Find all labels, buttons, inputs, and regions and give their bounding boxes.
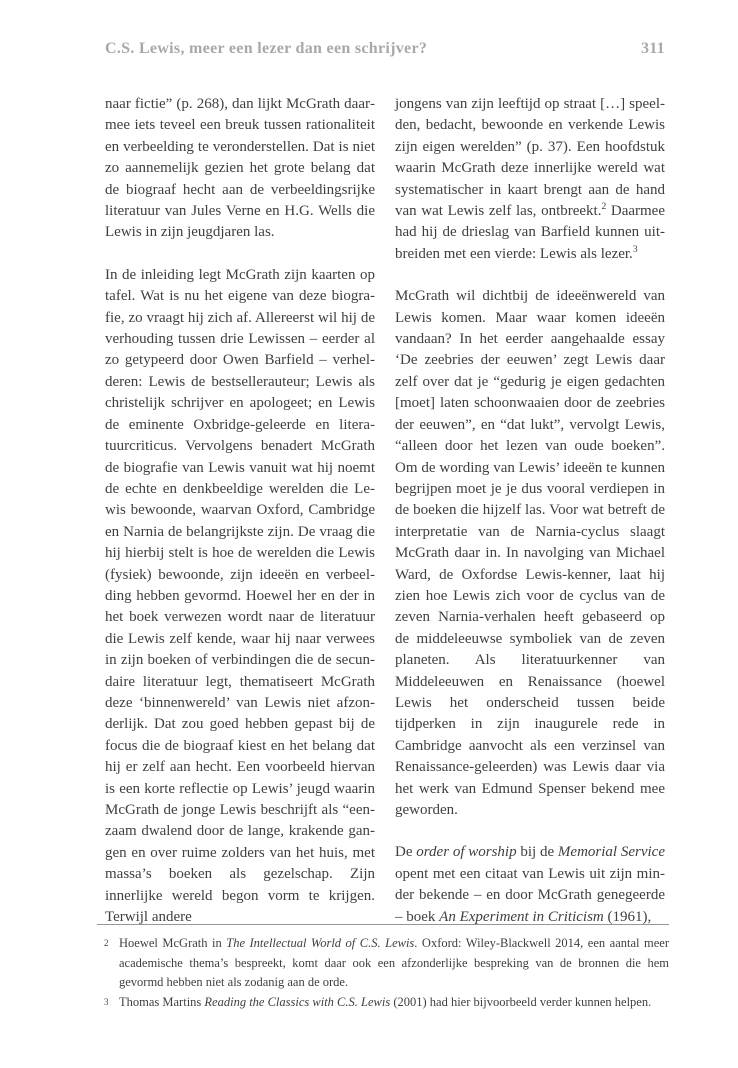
text-run: Daarmee had hij de drieslag van Barfield kunnen uitbreiden met een vierde: Lewis als lezer. <box>395 203 665 262</box>
paragraph <box>395 94 665 265</box>
italic-text: order of worship <box>416 844 517 861</box>
text-run: (1961), <box>603 908 652 925</box>
text-run: (2001) had hier bijvoorbeeld verder kunnen helpen. <box>390 994 652 1009</box>
italic-text: Reading the Classics with C.S. Lewis <box>204 994 391 1009</box>
footnote-text <box>119 993 669 1013</box>
text-run: In de inleiding legt McGrath zijn kaarten op tafel. Wat is nu het eigene van deze biografie, zo vraagt hij zich af. Allereerst wil hij de verhouding tussen drie Lewissen – eerder al zo getypeerd door Owen Barfield – verhelderen: Lewis de bestsellerauteur; Lewis als christelijk schrijver en apologeet; en Lewis de eminente Oxbridge-geleerde en literatuurcriticus. Vervolgens benadert McGrath de biografie van Lewis vanuit wat hij noemt de echte en denkbeeldige werelden die Lewis bewoonde, waarvan Oxford, Cambridge en Narnia de belangrijkste zijn. De vraag die hij hierbij stelt is hoe de werelden die Lewis (fysiek) bewoonde, zijn ideeën en verbeelding hebben gevormd. Hoewel her en der in het boek verwezen wordt naar de literatuur die Lewis zelf kende, waar hij naar verwees in zijn boeken of verbindingen die de secundaire literatuur legt, thematiseert McGrath deze ‘binnenwereld’ van Lewis niet afzonderlijk. Dat zou goed hebben gepast bij de focus die de biograaf kiest en het belang dat hij er zelf aan hecht. Een voorbeeld hiervan is een korte reflectie op Lewis’ jeugd waarin McGrath de jonge Lewis beschrijft als “eenzaam dwalend door de lange, krakende gangen en over ruime zolders van het huis, met massa’s boeken als gezelschap. Zijn innerlijke wereld begon vorm te krijgen. Terwijl andere <box>105 266 375 926</box>
text-run: McGrath wil dichtbij de ideeënwereld van Lewis komen. Maar waar komen ideeën vandaan? In het eerder aangehaalde essay ‘De zeebries der eeuwen’ zegt Lewis daar zelf over dat je “gedurig je eigen gedachten [moet] laten schoonwaaien door de zeebries der eeuwen”, en “dat lukt”, vervolgt Lewis, “alleen door het lezen van oude boeken”. Om de wording van Lewis’ ideeën te kunnen begrijpen moet je je dus vooral verdiepen in de boeken die hijzelf las. Voor wat betreft de interpretatie van de Narnia-cyclus slaagt McGrath daar in. In navolging van Michael Ward, de Oxfordse Lewis-kenner, laat hij zien hoe Lewis zich voor de cyclus van de zeven Narnia-verhalen heeft gebaseerd op de middeleeuwse symboliek van de zeven planeten. Als literatuurkenner van Middeleeuwen en Renaissance (hoewel Lewis het onderscheid tussen beide tijdperken in zijn inaugurele rede in Cambridge aanvocht als een verzinsel van Renaissance-geleerden) was Lewis daar via het werk van Edmund Spenser bekend mee geworden. <box>395 288 665 818</box>
running-header-title: C.S. Lewis, meer een lezer dan een schrijver? <box>105 40 428 57</box>
italic-text: Memorial Service <box>557 844 665 861</box>
footnote <box>97 934 669 993</box>
right-column <box>395 94 665 928</box>
footnote-ref: 3 <box>632 244 638 255</box>
text-run: De <box>395 844 417 861</box>
footnote-ref: 2 <box>601 202 607 213</box>
text-block <box>105 94 665 928</box>
footnote-text <box>119 934 669 993</box>
paragraph <box>105 94 375 244</box>
running-header <box>105 40 665 58</box>
paragraph <box>395 842 665 928</box>
footnote-separator <box>97 924 669 925</box>
footnote-area <box>97 924 669 1012</box>
text-run: Thomas Martins <box>119 994 205 1009</box>
footnote-number: 3 <box>104 996 109 1007</box>
italic-text: An Experiment in Criticism <box>439 908 604 925</box>
page-number: 311 <box>640 40 665 57</box>
text-run: Hoewel McGrath in <box>119 936 227 950</box>
paragraph <box>105 265 375 929</box>
footnote <box>97 993 669 1013</box>
paragraph <box>395 286 665 821</box>
text-run: . Oxford: Wiley-Blackwell 2014, een aantal meer academische thema’s bespreekt, komt daar ook een afzonderlijke bespreking van de bronnen die hem gevormd hebben niet als zodanig aan de orde. <box>119 936 669 989</box>
left-column <box>105 94 375 928</box>
text-run: naar fictie” (p. 268), dan lijkt McGrath daarmee iets teveel een breuk tussen rationaliteit en verbeelding te veronderstellen. Dat is niet zo aannemelijk gezien het grote belang dat de biograaf hecht aan de verbeeldingsrijke literatuur van Jules Verne en H.G. Wells die Lewis in zijn jeugdjaren las. <box>105 96 375 241</box>
text-run: opent met een citaat van Lewis uit zijn minder bekende – en door McGrath genegeerde – boek <box>395 865 665 925</box>
footnote-number: 2 <box>104 938 109 948</box>
text-run: bij de <box>516 844 558 861</box>
text-run: jongens van zijn leeftijd op straat […] speelden, bedacht, bewoonde en verkende Lewis zijn eigen werelden” (p. 37). Een hoofdstuk waarin McGrath deze innerlijke wereld wat systematischer in kaart brengt aan de hand van wat Lewis zelf las, ontbreekt. <box>395 96 665 220</box>
italic-text: The Intellectual World of C.S. Lewis <box>226 936 415 950</box>
footnote-list <box>97 934 669 1012</box>
